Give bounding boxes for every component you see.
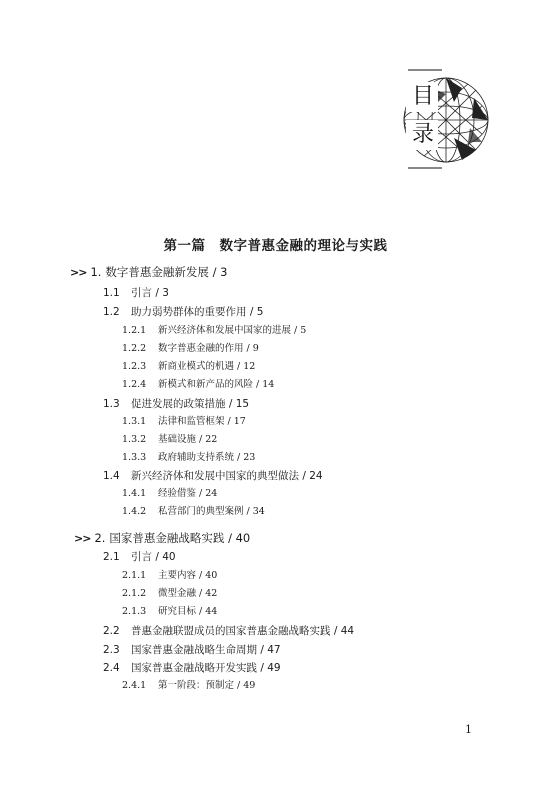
toc-entry-title: 新兴经济体和发展中国家的典型做法	[131, 470, 299, 482]
toc-entry-level2[interactable]	[103, 468, 323, 484]
toc-entry-number: 1.3.1	[122, 416, 147, 427]
toc-entry-page: / 49	[260, 662, 281, 674]
toc-entry-number: 1.2.4	[122, 379, 147, 390]
toc-entry-page: / 12	[237, 361, 256, 372]
toc-entry-number: 1.1	[103, 287, 120, 299]
toc-entry-number: 1.2.2	[122, 343, 147, 354]
toc-entry-level3[interactable]	[122, 504, 265, 520]
toc-entry-number: 1.2	[103, 306, 120, 318]
toc-entry-page: / 49	[237, 680, 256, 691]
toc-entry-page: / 23	[237, 452, 256, 463]
toc-entry-page: / 3	[155, 287, 169, 299]
toc-entry-level3[interactable]	[122, 432, 217, 448]
toc-entry-level2[interactable]	[103, 623, 354, 639]
toc-entry-title: 引言	[131, 551, 152, 563]
toc-entry-title: 法律和监管框架	[158, 416, 225, 427]
toc-entry-title: 第一阶段：预制定	[158, 680, 235, 691]
toc-entry-title: 研究目标	[158, 606, 197, 617]
toc-entry-level3[interactable]	[122, 604, 217, 620]
toc-entry-page: / 24	[302, 470, 323, 482]
toc-entry-title: 国家普惠金融战略生命周期	[131, 644, 257, 656]
toc-entry-number: 2.2	[103, 625, 120, 637]
toc-entry-level3[interactable]	[122, 486, 217, 502]
toc-entry-page: / 47	[260, 644, 281, 656]
toc-entry-title: 数字普惠金融新发展	[105, 265, 209, 279]
toc-entry-level3[interactable]	[122, 341, 259, 357]
chevron-double-right-icon: >>	[70, 266, 87, 279]
toc-entry-page: / 44	[333, 625, 355, 637]
toc-entry-number: 1.4.2	[122, 506, 147, 517]
toc-emblem	[384, 58, 494, 178]
toc-entry-page: / 42	[199, 588, 218, 599]
toc-entry-title: 私营部门的典型案例	[158, 506, 244, 517]
toc-entry-title: 国家普惠金融战略开发实践	[131, 662, 257, 674]
toc-entry-level3[interactable]	[122, 678, 255, 694]
toc-entry-number: 2.4	[103, 662, 120, 674]
toc-entry-number: 1.	[90, 265, 102, 279]
globe-graphic	[384, 58, 494, 178]
toc-entry-title: 主要内容	[158, 570, 197, 581]
toc-entry-number: 2.1	[103, 551, 120, 563]
toc-entry-number: 1.3.3	[122, 452, 147, 463]
toc-entry-title: 新模式和新产品的风险	[158, 379, 254, 390]
page-number: 1	[465, 723, 472, 736]
toc-entry-page: / 3	[212, 265, 228, 279]
toc-entry-number: 2.3	[103, 644, 120, 656]
part-heading: 数字普惠金融的理论与实践	[219, 238, 388, 254]
toc-entry-level3[interactable]	[122, 586, 217, 602]
toc-entry-page: / 40	[199, 570, 218, 581]
toc-entry-number: 1.2.3	[122, 361, 147, 372]
toc-entry-title: 引言	[131, 287, 152, 299]
toc-entry-page: / 15	[228, 398, 250, 410]
toc-entry-page: / 44	[199, 606, 218, 617]
toc-entry-title: 基础设施	[158, 434, 197, 445]
toc-entry-page: / 24	[199, 488, 218, 499]
toc-entry-level1[interactable]	[74, 530, 250, 547]
toc-entry-number: 2.1.3	[122, 606, 147, 617]
toc-entry-level2[interactable]	[103, 660, 281, 676]
toc-entry-title: 普惠金融联盟成员的国家普惠金融战略实践	[131, 625, 331, 637]
toc-entry-level1[interactable]	[70, 264, 227, 281]
toc-entry-title: 新兴经济体和发展中国家的进展	[158, 325, 292, 336]
toc-entry-page: / 5	[249, 306, 264, 318]
toc-entry-level2[interactable]	[103, 396, 249, 412]
emblem-char-bottom: 录	[412, 122, 435, 147]
toc-entry-number: 2.1.1	[122, 570, 147, 581]
toc-entry-level3[interactable]	[122, 414, 246, 430]
part-label: 第一篇	[163, 238, 206, 254]
toc-entry-title: 新商业模式的机遇	[158, 361, 235, 372]
toc-entry-title: 政府辅助支持系统	[158, 452, 235, 463]
toc-entry-page: / 17	[227, 416, 246, 427]
chevron-double-right-icon: >>	[74, 532, 91, 545]
toc-entry-number: 1.4.1	[122, 488, 147, 499]
toc-entry-page: / 5	[294, 325, 307, 336]
toc-entry-level2[interactable]	[103, 642, 281, 658]
part-title	[0, 234, 551, 254]
toc-entry-page: / 14	[256, 379, 275, 390]
toc-entry-number: 2.1.2	[122, 588, 147, 599]
toc-entry-level3[interactable]	[122, 359, 255, 375]
toc-entry-page: / 22	[199, 434, 218, 445]
toc-entry-level3[interactable]	[122, 450, 255, 466]
toc-entry-number: 1.3	[103, 398, 120, 410]
toc-entry-level3[interactable]	[122, 568, 217, 584]
toc-entry-page: / 9	[246, 343, 259, 354]
toc-entry-number: 1.4	[103, 470, 120, 482]
toc-entry-level3[interactable]	[122, 323, 306, 339]
toc-entry-level2[interactable]	[103, 304, 263, 320]
toc-entry-title: 促进发展的政策措施	[131, 398, 226, 410]
toc-entry-number: 2.	[94, 531, 106, 545]
toc-entry-title: 经验借鉴	[158, 488, 197, 499]
toc-entry-page: / 34	[246, 506, 265, 517]
toc-entry-level3[interactable]	[122, 377, 274, 393]
toc-entry-number: 1.2.1	[122, 325, 147, 336]
toc-entry-page: / 40	[155, 551, 176, 563]
toc-entry-level2[interactable]	[103, 285, 169, 301]
toc-entry-page: / 40	[228, 531, 251, 545]
toc-entry-level2[interactable]	[103, 549, 176, 565]
toc-entry-number: 1.3.2	[122, 434, 147, 445]
toc-entry-title: 数字普惠金融的作用	[158, 343, 244, 354]
toc-entry-number: 2.4.1	[122, 680, 147, 691]
toc-entry-title: 微型金融	[158, 588, 197, 599]
emblem-char-top: 目	[412, 84, 435, 109]
toc-entry-title: 助力弱势群体的重要作用	[131, 306, 247, 318]
toc-entry-title: 国家普惠金融战略实践	[109, 531, 225, 545]
